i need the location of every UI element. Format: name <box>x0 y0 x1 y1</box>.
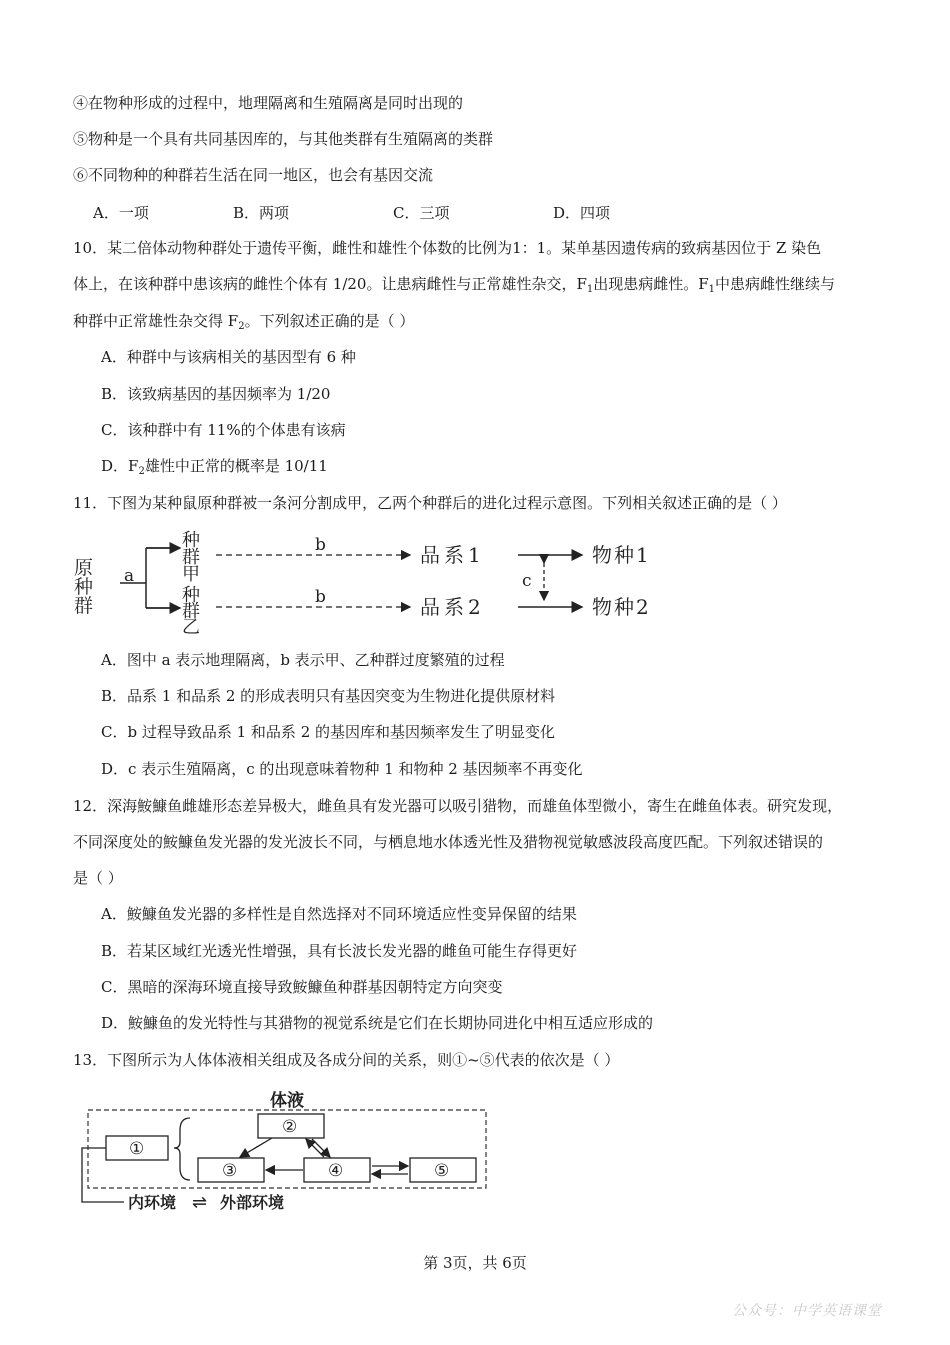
box-1-label: ① <box>129 1139 145 1159</box>
q9-statement-4: ④在物种形成的过程中，地理隔离和生殖隔离是同时出现的 <box>73 94 464 112</box>
q10-option-b: B．该致病基因的基因频率为 1/20 <box>101 385 331 403</box>
box-4-label: ④ <box>328 1161 344 1181</box>
q10-option-d: D．$F_2$雄性中正常的概率是 10/11 <box>101 457 328 477</box>
q12-stem-line2: 不同深度处的鮟鱇鱼发光器的发光波长不同，与栖息地水体透光性及猎物视觉敏感波段高度匹配。下列叙述错误的 <box>73 833 824 851</box>
pop-b-char-1: 种 <box>182 585 200 606</box>
q10-option-c: C．该种群中有 11%的个体患有该病 <box>101 421 346 439</box>
q9-statement-5: ⑤物种是一个具有共同基因库的，与其他类群有生殖隔离的类群 <box>73 130 494 148</box>
label-a: a <box>124 566 135 586</box>
q10-stem-line3: 种群中正常雄性杂交得 $F_2$。下列叙述正确的是（ ） <box>73 312 415 332</box>
q9-statement-6: ⑥不同物种的种群若生活在同一地区，也会有基因交流 <box>73 166 434 184</box>
q11-stem: 11．下图为某种鼠原种群被一条河分割成甲，乙两个种群后的进化过程示意图。下列相关叙述正确的是（ ） <box>73 494 787 512</box>
q11-option-b: B．品系 1 和品系 2 的形成表明只有基因突变为生物进化提供原材料 <box>101 687 556 705</box>
origin-char-2: 种 <box>74 576 94 598</box>
strain-1: 品系1 <box>420 543 485 567</box>
q13-stem: 13．下图所示为人体体液相关组成及各成分间的关系，则①~⑤代表的依次是（ ） <box>73 1051 620 1069</box>
label-b-top: b <box>315 535 326 555</box>
pop-a-char-2: 群 <box>182 547 200 568</box>
page-number: 第 3页，共 6页 <box>423 1254 527 1272</box>
exchange-arrows: ⇌ <box>192 1192 208 1213</box>
box-3-label: ③ <box>222 1161 238 1181</box>
q11-evolution-diagram <box>70 528 690 634</box>
q10-stem-line2: 体上，在该种群中患该病的雌性个体有 1/20。让患病雌性与正常雄性杂交，$F_1$出现患病雌性。$F_1$中患病雌性继续与 <box>73 275 836 295</box>
outer-env-label: 外部环境 <box>220 1193 285 1212</box>
pop-a-char-3: 甲 <box>182 564 200 585</box>
body-fluid-title: 体液 <box>270 1091 304 1111</box>
inner-env-label: 内环境 <box>128 1193 177 1212</box>
species-2: 物种2 <box>592 595 651 619</box>
q9-option-a: A．一项 <box>93 204 149 222</box>
q10-option-a: A．种群中与该病相关的基因型有 6 种 <box>101 348 356 366</box>
label-b-bottom: b <box>315 587 326 607</box>
box-5-label: ⑤ <box>434 1161 450 1181</box>
q11-option-d: D．c 表示生殖隔离，c 的出现意味着物种 1 和物种 2 基因频率不再变化 <box>101 760 583 778</box>
q12-stem-line3: 是（ ） <box>73 869 123 887</box>
q9-option-d: D．四项 <box>553 204 611 222</box>
q10-stem-line1: 10．某二倍体动物种群处于遗传平衡，雌性和雄性个体数的比例为1：1。某单基因遗传病的致病基因位于 Z 染色 <box>73 239 822 257</box>
pop-a-char-1: 种 <box>182 530 200 551</box>
watermark: 公众号：中学英语课堂 <box>732 1303 882 1319</box>
q12-option-c: C．黑暗的深海环境直接导致鮟鱇鱼种群基因朝特定方向突变 <box>101 978 503 996</box>
box-2-label: ② <box>282 1117 298 1137</box>
q9-option-b: B．两项 <box>233 204 290 222</box>
label-c: c <box>522 571 532 591</box>
pop-b-char-2: 群 <box>182 601 200 622</box>
q9-option-c: C．三项 <box>393 204 450 222</box>
q12-option-d: D．鮟鱇鱼的发光特性与其猎物的视觉系统是它们在长期协同进化中相互适应形成的 <box>101 1014 654 1032</box>
strain-2: 品系2 <box>420 595 485 619</box>
q13-body-fluid-diagram <box>72 1084 492 1214</box>
origin-char-3: 群 <box>74 595 94 617</box>
q12-option-b: B．若某区域红光透光性增强，具有长波长发光器的雌鱼可能生存得更好 <box>101 942 578 960</box>
q11-option-a: A．图中 a 表示地理隔离，b 表示甲、乙种群过度繁殖的过程 <box>101 651 505 669</box>
q12-option-a: A．鮟鱇鱼发光器的多样性是自然选择对不同环境适应性变异保留的结果 <box>101 905 577 923</box>
q12-stem-line1: 12．深海鮟鱇鱼雌雄形态差异极大，雌鱼具有发光器可以吸引猎物，而雄鱼体型微小，寄生在雌鱼体表。研究发现， <box>73 797 843 815</box>
pop-b-char-3: 乙 <box>182 617 200 634</box>
species-1: 物种1 <box>592 543 651 567</box>
q11-option-c: C．b 过程导致品系 1 和品系 2 的基因库和基因频率发生了明显变化 <box>101 723 556 741</box>
q9-options <box>93 202 653 222</box>
origin-char-1: 原 <box>74 557 94 579</box>
